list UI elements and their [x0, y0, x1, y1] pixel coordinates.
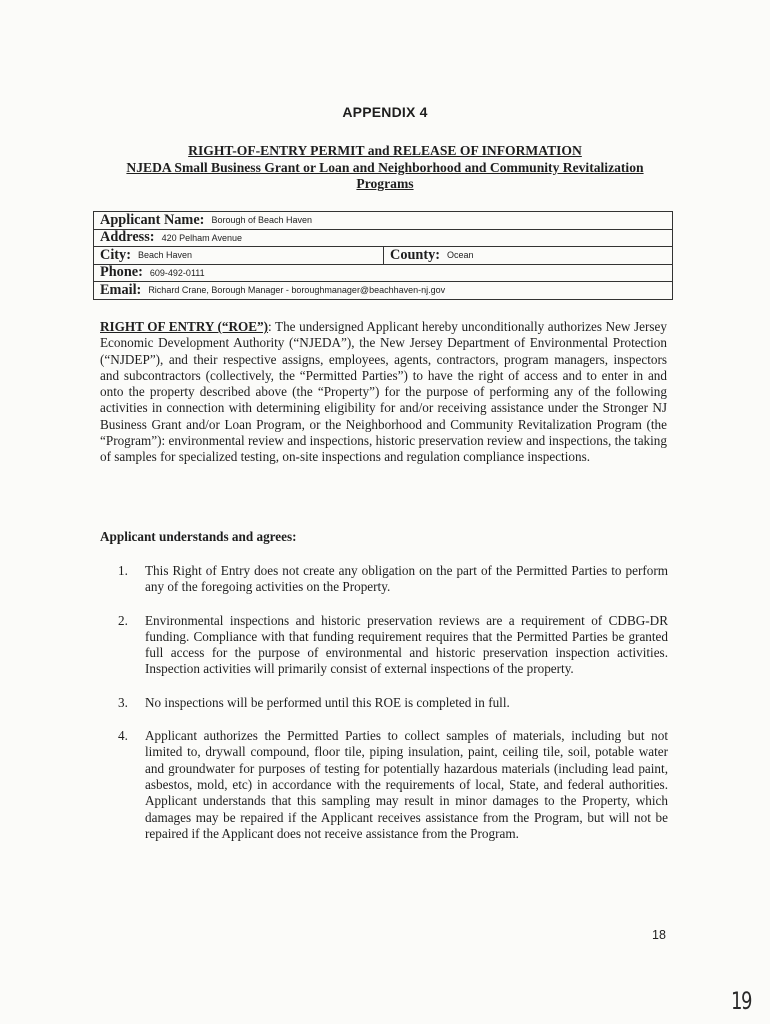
list-item-number: 2. — [118, 612, 128, 628]
county-cell — [384, 247, 474, 264]
email-row — [94, 282, 672, 300]
roe-text: : The undersigned Applicant hereby unconditionally authorizes New Jersey Economic Development Authority (“NJEDA”), the New Jersey Department of Environmental Protection (“NJDEP”), and their respective assigns, employees, agents, contractors, program managers, inspectors and subcontractors (collectively, the “Permitted Parties”) to have the right of access and to enter in and onto the property described above (the “Property”) for the purpose of performing any of the following activities in connection with determining eligibility for and/or receiving assistance under the Stronger NJ Business Grant and/or Loan Program, or the Neighborhood and Community Revitalization Program (the “Program”): environmental review and inspections, historic preservation review and inspections, the taking of samples for specialized testing, on-site inspections and regulation compliance inspections. — [100, 319, 667, 465]
list-item-text: Applicant authorizes the Permitted Parties to collect samples of materials, including but not limited to, drywall compound, floor tile, piping insulation, paint, ceiling tile, soil, potable water and groundwater for purposes of testing for potentially hazardous materials (including lead paint, asbestos, mold, etc) in accordance with the requirements of local, State, and federal authorities. Applicant understands that this sampling may result in minor damages to the Property, which damages may be repaired if the Applicant receives assistance from the Program, but will not be repaired if the Applicant does not receive assistance from the Program. — [145, 728, 668, 841]
list-item — [118, 695, 668, 711]
city-county-row — [94, 247, 672, 265]
right-of-entry-paragraph — [100, 319, 667, 466]
list-item-text: Environmental inspections and historic preservation reviews are a requirement of CDBG-DR funding. Compliance with that funding requirement requires that the Permitted Parties be granted full access for the purpose of environmental and historic preservation inspection activities. Inspection activities will primarily consist of external inspections of the property. — [145, 612, 668, 677]
address-value: 420 Pelham Avenue — [161, 232, 242, 243]
city-label: City: — [100, 247, 131, 263]
roe-heading: RIGHT OF ENTRY (“ROE”) — [100, 319, 269, 334]
title-line-1: RIGHT-OF-ENTRY PERMIT and RELEASE OF INFORMATION — [188, 143, 582, 158]
city-value: Beach Haven — [137, 250, 193, 261]
email-label: Email: — [100, 282, 142, 298]
agrees-heading: Applicant understands and agrees: — [100, 529, 297, 544]
applicant-info-table — [93, 211, 673, 300]
list-item-number: 1. — [118, 563, 128, 578]
handwritten-page-number: 19 — [731, 987, 751, 1015]
page-number: 18 — [652, 928, 666, 942]
list-item-number: 4. — [118, 728, 128, 744]
county-label: County: — [390, 247, 441, 263]
email-value: Richard Crane, Borough Manager - boroughmanager@beachhaven-nj.gov — [148, 285, 446, 296]
county-value: Ocean — [447, 250, 474, 261]
title-line-2: NJEDA Small Business Grant or Loan and Neighborhood and Community Revitalization Programs — [126, 159, 644, 191]
address-label: Address: — [100, 229, 155, 246]
applicant-name-row — [94, 212, 672, 230]
agreement-list — [118, 563, 668, 859]
phone-row — [94, 265, 672, 283]
phone-value: 609-492-0111 — [149, 267, 205, 278]
address-row — [94, 230, 672, 248]
document-title — [90, 143, 680, 193]
applicant-name-label: Applicant Name: — [100, 212, 205, 228]
applicant-name-value: Borough of Beach Haven — [211, 215, 313, 226]
list-item — [118, 613, 668, 678]
phone-label: Phone: — [100, 264, 143, 281]
list-item — [118, 563, 668, 596]
list-item-text: No inspections will be performed until this ROE is completed in full. — [145, 694, 510, 710]
list-item-text: This Right of Entry does not create any obligation on the part of the Permitted Parties to perform any of the foregoing activities on the Property. — [145, 563, 668, 595]
appendix-heading: APPENDIX 4 — [342, 104, 428, 120]
list-item-number: 3. — [118, 694, 128, 710]
city-cell — [94, 247, 384, 264]
list-item — [118, 728, 668, 842]
